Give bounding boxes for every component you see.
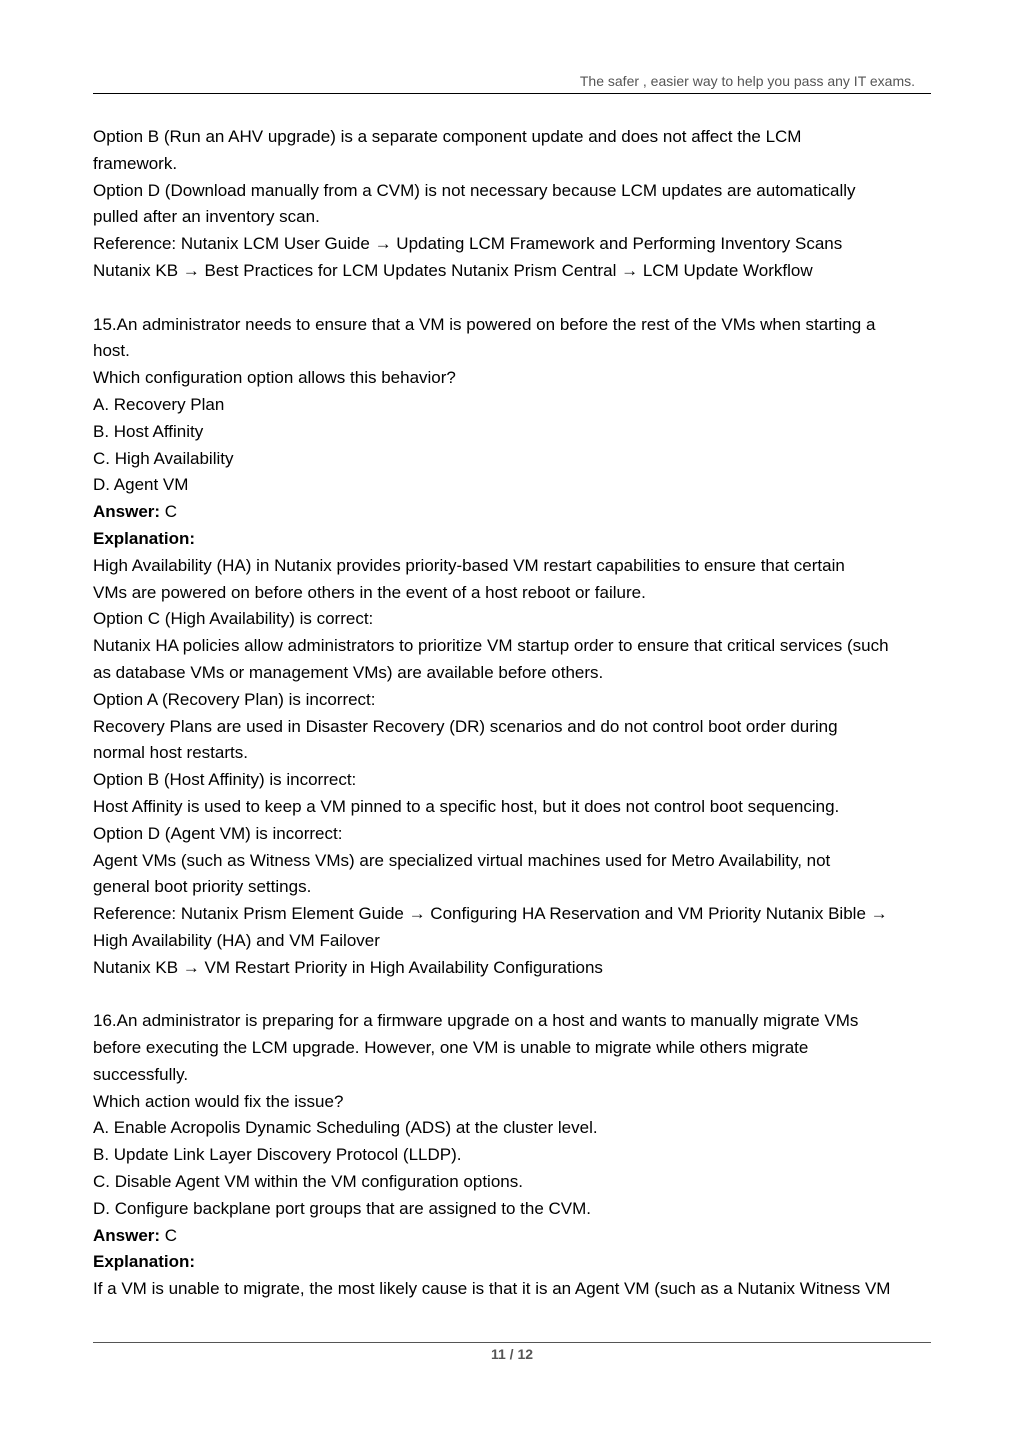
question-text: successfully. — [93, 1064, 189, 1084]
explanation-label: Explanation: — [93, 528, 196, 548]
explanation-text: Nutanix KB → VM Restart Priority in High Availability Configurations — [93, 957, 603, 977]
question-text: before executing the LCM upgrade. However, one VM is unable to migrate while others migrate — [93, 1038, 809, 1058]
option-d: D. Configure backplane port groups that are assigned to the CVM. — [93, 1198, 592, 1218]
answer — [93, 1223, 935, 1250]
explanation-text: Option A (Recovery Plan) is incorrect: — [93, 689, 376, 709]
explanation-text: Agent VMs (such as Witness VMs) are specialized virtual machines used for Metro Availability, not — [93, 850, 831, 870]
spacer — [93, 285, 935, 312]
page-content — [93, 124, 935, 1303]
explanation-text: Reference: Nutanix Prism Element Guide → Configuring HA Reservation and VM Priority Nutanix Bible → — [93, 904, 888, 924]
text-line: framework. — [93, 153, 178, 173]
explanation-text: normal host restarts. — [93, 743, 248, 763]
explanation-text: Option C (High Availability) is correct: — [93, 609, 374, 629]
explanation-text: general boot priority settings. — [93, 877, 312, 897]
text-line: Reference: Nutanix LCM User Guide → Updating LCM Framework and Performing Inventory Scans — [93, 234, 843, 254]
explanation-label: Explanation: — [93, 1252, 196, 1272]
option-a: A. Recovery Plan — [93, 394, 225, 414]
question-text: Which action would fix the issue? — [93, 1091, 344, 1111]
text-line: Option B (Run an AHV upgrade) is a separate component update and does not affect the LCM — [93, 127, 802, 146]
explanation-text: Host Affinity is used to keep a VM pinned to a specific host, but it does not control boot sequencing. — [93, 796, 840, 816]
footer-divider — [93, 1342, 931, 1343]
explanation-text: If a VM is unable to migrate, the most likely cause is that it is an Agent VM (such as a Nutanix Witness VM — [93, 1279, 891, 1299]
explanation-text: Option D (Agent VM) is incorrect: — [93, 823, 343, 843]
explanation-text: as database VMs or management VMs) are available before others. — [93, 662, 604, 682]
prev-explanation — [93, 124, 935, 285]
page-number: 11 / 12 — [490, 1346, 534, 1362]
answer — [93, 499, 935, 526]
spacer — [93, 982, 935, 1009]
option-c: C. High Availability — [93, 448, 234, 468]
question-16 — [93, 1008, 935, 1303]
answer-label: Answer: — [93, 1225, 161, 1245]
option-b: B. Host Affinity — [93, 421, 204, 441]
answer-value: C — [160, 1225, 178, 1245]
question-text: Which configuration option allows this behavior? — [93, 368, 456, 388]
header-tagline: The safer , easier way to help you pass any IT exams. — [579, 73, 915, 89]
explanation-text: VMs are powered on before others in the event of a host reboot or failure. — [93, 582, 646, 602]
text-line: Option D (Download manually from a CVM) is not necessary because LCM updates are automatically — [93, 180, 856, 200]
question-text: 16.An administrator is preparing for a firmware upgrade on a host and wants to manually migrate VMs — [93, 1011, 859, 1031]
option-d: D. Agent VM — [93, 475, 189, 495]
answer-value: C — [160, 502, 178, 522]
explanation-text: Nutanix HA policies allow administrators to prioritize VM startup order to ensure that critical services (such — [93, 636, 889, 656]
answer-label: Answer: — [93, 502, 161, 522]
question-15 — [93, 312, 935, 982]
option-a: A. Enable Acropolis Dynamic Scheduling (ADS) at the cluster level. — [93, 1118, 598, 1138]
question-text: host. — [93, 341, 130, 361]
text-line: pulled after an inventory scan. — [93, 207, 320, 227]
option-b: B. Update Link Layer Discovery Protocol (LLDP). — [93, 1145, 462, 1165]
text-line: Nutanix KB → Best Practices for LCM Updates Nutanix Prism Central → LCM Update Workflow — [93, 260, 813, 280]
option-c: C. Disable Agent VM within the VM configuration options. — [93, 1172, 523, 1192]
header-divider — [93, 93, 931, 94]
explanation-text: Recovery Plans are used in Disaster Recovery (DR) scenarios and do not control boot order during — [93, 716, 838, 736]
explanation-text: High Availability (HA) in Nutanix provides priority-based VM restart capabilities to ensure that certain — [93, 555, 845, 575]
question-text: 15.An administrator needs to ensure that a VM is powered on before the rest of the VMs when starting a — [93, 314, 876, 334]
explanation-text: High Availability (HA) and VM Failover — [93, 930, 380, 950]
explanation-text: Option B (Host Affinity) is incorrect: — [93, 770, 357, 790]
